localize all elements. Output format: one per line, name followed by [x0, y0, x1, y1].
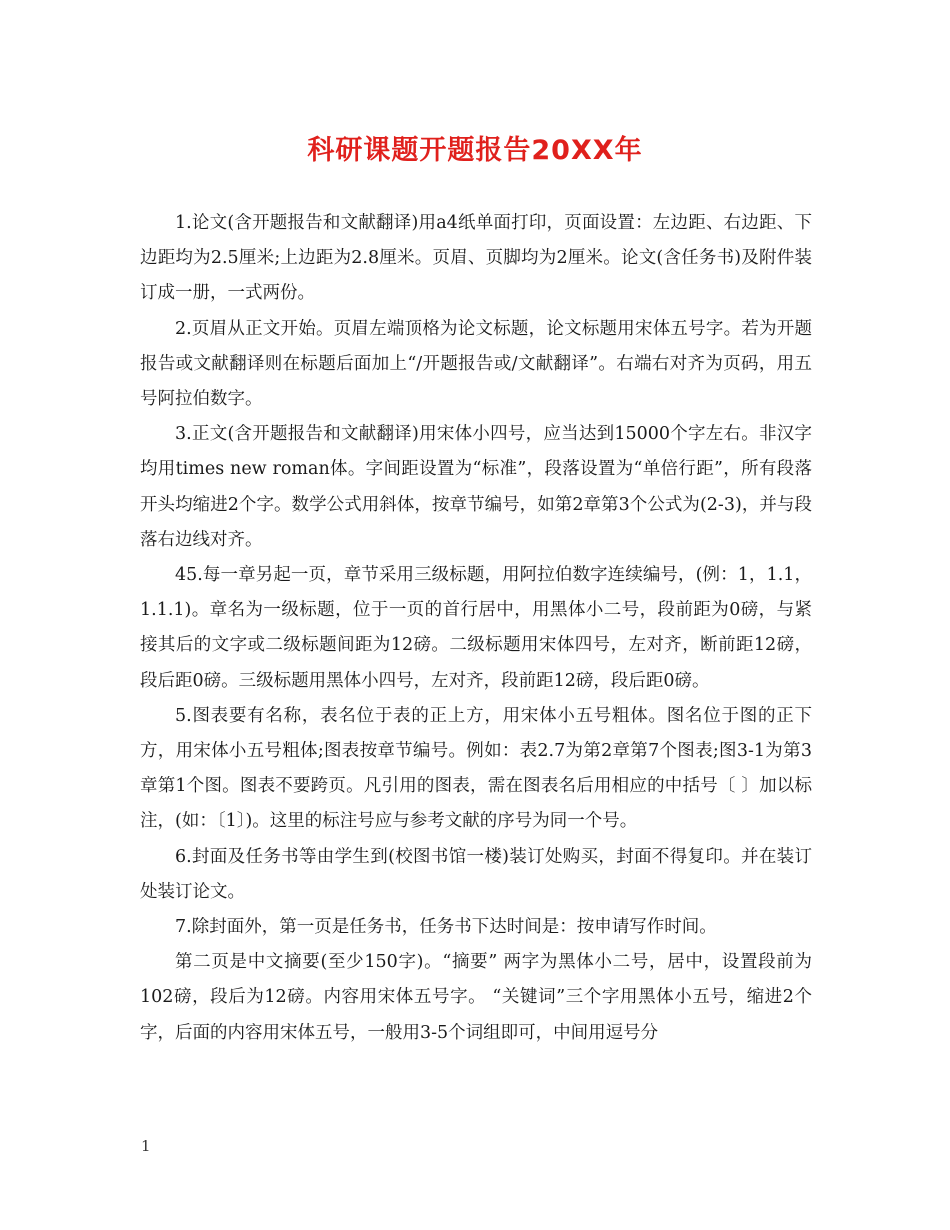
document-body: [140, 206, 812, 1051]
page-number: 1: [141, 1137, 151, 1155]
document-title: 科研课题开题报告20XX年: [307, 135, 643, 166]
paragraph-4: 45.每一章另起一页，章节采用三级标题，用阿拉伯数字连续编号，(例：1，1.1，1.1.1)。章名为一级标题，位于一页的首行居中，用黑体小二号，段前距为0磅，与紧接其后的文字或二级标题间距为12磅。二级标题用宋体四号，左对齐，断前距12磅，段后距0磅。三级标题用黑体小四号，左对齐，段前距12磅，段后距0磅。: [140, 565, 812, 691]
paragraph-5: 5.图表要有名称，表名位于表的正上方，用宋体小五号粗体。图名位于图的正下方，用宋体小五号粗体;图表按章节编号。例如：表2.7为第2章第7个图表;图3-1为第3章第1个图。图表不要跨页。凡引用的图表，需在图表名后用相应的中括号〔 〕加以标注，(如：〔1〕)。这里的标注号应与参考文献的序号为同一个号。: [140, 705, 812, 832]
paragraph-1: 1.论文(含开题报告和文献翻译)用a4纸单面打印，页面设置：左边距、右边距、下边距均为2.5厘米;上边距为2.8厘米。页眉、页脚均为2厘米。论文(含任务书)及附件装订成一册，一式两份。: [140, 213, 812, 304]
paragraph-3: 3.正文(含开题报告和文献翻译)用宋体小四号，应当达到15000个字左右。非汉字均用times new roman体。字间距设置为“标准”，段落设置为“单倍行距”，所有段落开头均缩进2个字。数学公式用斜体，按章节编号，如第2章第3个公式为(2-3)，并与段落右边线对齐。: [140, 424, 812, 550]
paragraph-6: 6.封面及任务书等由学生到(校图书馆一楼)装订处购买，封面不得复印。并在装订处装订论文。: [140, 846, 812, 902]
paragraph-8: 第二页是中文摘要(至少150字)。“摘要” 两字为黑体小二号，居中，设置段前为102磅，段后为12磅。内容用宋体五号字。 “关键词”三个字用黑体小五号，缩进2个字，后面的内容用宋体五号，一般用3-5个词组即可，中间用逗号分: [140, 952, 812, 1043]
paragraph-7: 7.除封面外，第一页是任务书，任务书下达时间是：按申请写作时间。: [175, 917, 717, 938]
paragraph-2: 2.页眉从正文开始。页眉左端顶格为论文标题，论文标题用宋体五号字。若为开题报告或文献翻译则在标题后面加上“/开题报告或/文献翻译”。右端右对齐为页码，用五号阿拉伯数字。: [140, 318, 812, 410]
